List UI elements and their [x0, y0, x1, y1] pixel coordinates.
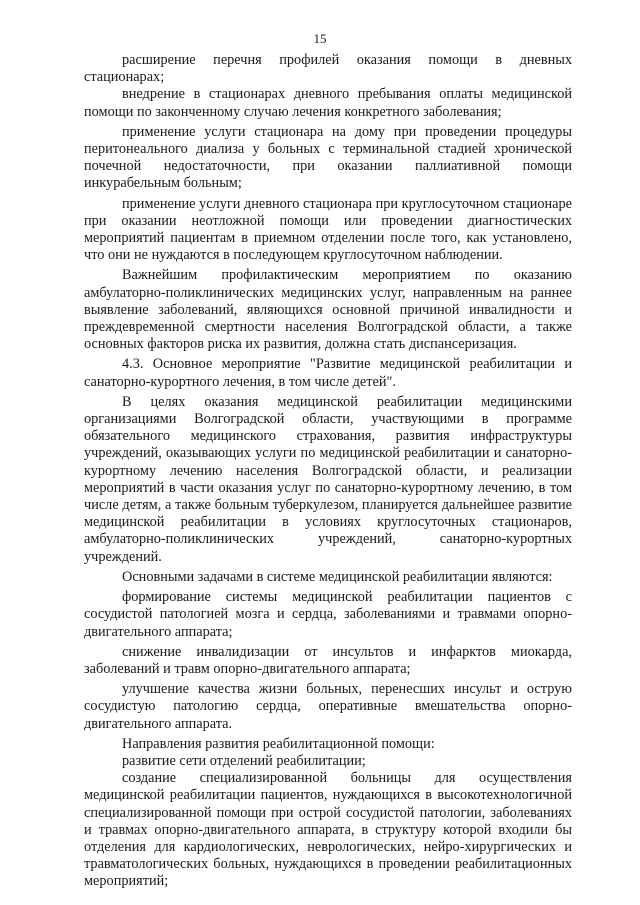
paragraph-task-system-formation: формирование системы медицинской реабилитации пациентов с сосудистой патологией мозга и сердца, заболеваниями и травмами опорно-двигательного аппарата;	[84, 589, 572, 640]
paragraph-day-hospital-round-the-clock: применение услуги дневного стационара при круглосуточном стационаре при оказании неотложной помощи или проведении диагностических мероприятий пациентам в приемном отделении после того, как установлено, что они не нуждаются в последующем круглосуточном наблюдении.	[84, 195, 573, 264]
body-text	[84, 52, 572, 891]
paragraph-completed-case-payment: внедрение в стационарах дневного пребывания оплаты медицинской помощи по законченному случаю лечения конкретного заболевания;	[84, 86, 572, 120]
paragraph-direction-specialized-hospital: создание специализированной больницы для осуществления медицинской реабилитации пациентов, нуждающихся в высокотехнологичной специализированной помощи при острой сосудистой патологии, заболеваниях и травмах опорно-двигательного аппарата, в структуру которой входили бы отделения для кардиологических, неврологических, нейро-хирургических и травматологических больных, нуждающихся в проведении реабилитационных мероприятий;	[84, 770, 572, 890]
page-number: 15	[313, 31, 327, 46]
paragraph-task-disability-reduction: снижение инвалидизации от инсультов и инфарктов миокарда, заболеваний и травм опорно-двигательного аппарата;	[84, 643, 572, 677]
paragraph-home-hospital-dialysis: применение услуги стационара на дому при проведении процедуры перитонеального диализа у больных с терминальной стадией хронической почечной недостаточности, при оказании паллиативной помощи инкурабельным больным;	[84, 123, 572, 192]
paragraph-rehabilitation-goals: В целях оказания медицинской реабилитации медицинскими организациями Волгоградской области, участвующими в программе обязательного медицинского страхования, развития инфраструктуры учреждений, оказывающих услуги по медицинской реабилитации и санаторно-курортному лечению населения Волгоградской области, и реализации мероприятий в части оказания услуг по санаторно-курортному лечению, в том числе детям, а также больным туберкулезом, планируется дальнейшее развитие медицинской реабилитации в условиях круглосуточных стационаров, амбулаторно-поликлинических учреждений, санаторно-курортных учреждений.	[84, 393, 572, 565]
section-heading-4-3: 4.3. Основное мероприятие "Развитие медицинской реабилитации и санаторно-курортного лечения, в том числе детей".	[84, 356, 572, 390]
paragraph-day-hospital-profiles: расширение перечня профилей оказания помощи в дневных стационарах;	[84, 52, 572, 86]
paragraph-dispensarization: Важнейшим профилактическим мероприятием по оказанию амбулаторно-поликлинических медицинских услуг, направленным на раннее выявление заболеваний, являющихся основной причиной инвалидности и преждевременной смертности населения Волгоградской области, а также основных факторов риска их развития, должна стать диспансеризация.	[84, 267, 572, 353]
paragraph-task-quality-of-life: улучшение качества жизни больных, перенесших инсульт и острую сосудистую патологию сердца, оперативные вмешательства опорно-двигательного аппарата.	[84, 681, 572, 732]
paragraph-direction-network: развитие сети отделений реабилитации;	[122, 752, 366, 769]
paragraph-main-tasks-intro: Основными задачами в системе медицинской реабилитации являются:	[122, 568, 553, 585]
paragraph-directions-intro: Направления развития реабилитационной помощи:	[122, 735, 435, 752]
